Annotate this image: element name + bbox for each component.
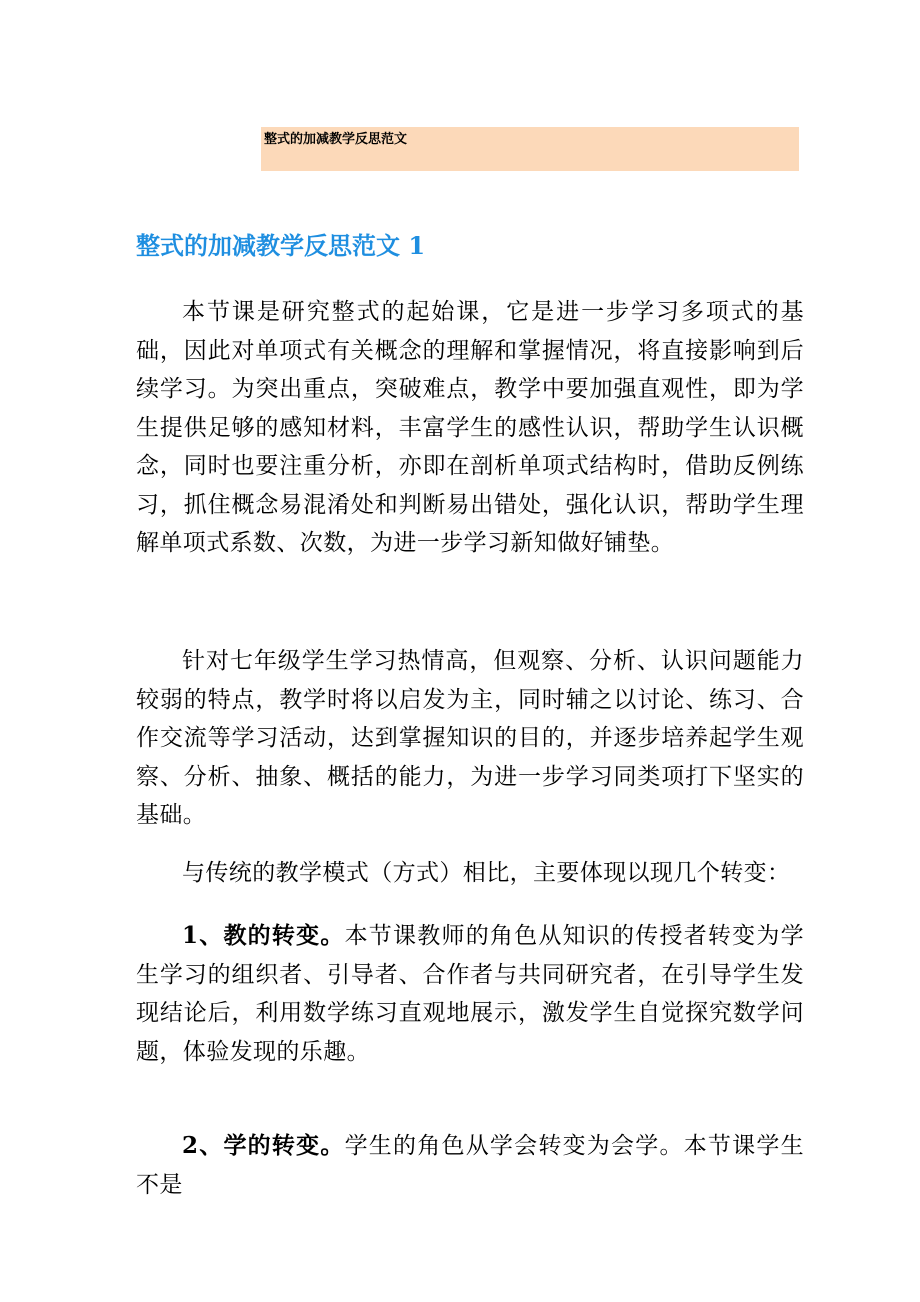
paragraph-text: 学生的角色从学会转变为会学。本节课学生不是 (136, 1133, 804, 1198)
paragraph (136, 854, 804, 893)
paragraph-lead: 1、教的转变。 (182, 922, 345, 949)
paragraph-text: 与传统的教学模式（方式）相比，主要体现以现几个转变： (182, 860, 791, 886)
paragraph-text: 本节课是研究整式的起始课，它是进一步学习多项式的基础，因此对单项式有关概念的理解和掌握情况，将直接影响到后续学习。为突出重点，突破难点，教学中要加强直观性，即为学生提供足够的感知材料，丰富学生的感性认识，帮助学生认识概念，同时也要注重分析，亦即在剖析单项式结构时，借助反例练习，抓住概念易混淆处和判断易出错处，强化认识，帮助学生理解单项式系数、次数，为进一步学习新知做好铺垫。 (136, 299, 804, 556)
header-label: 整式的加减教学反思范文 (264, 132, 408, 147)
paragraph (136, 917, 804, 1071)
paragraph (136, 642, 804, 835)
paragraph-text: 本节课教师的角色从知识的传授者转变为学生学习的组织者、引导者、合作者与共同研究者，在引导学生发现结论后，利用数学练习直观地展示，激发学生自觉探究数学问题，体验发现的乐趣。 (136, 923, 804, 1065)
paragraph (136, 1127, 804, 1204)
paragraph (136, 293, 804, 563)
paragraph-lead: 2、学的转变。 (182, 1132, 345, 1159)
document-title: 整式的加减教学反思范文 1 (136, 231, 426, 260)
paragraph-text: 针对七年级学生学习热情高，但观察、分析、认识问题能力较弱的特点，教学时将以启发为主，同时辅之以讨论、练习、合作交流等学习活动，达到掌握知识的目的，并逐步培养起学生观察、分析、抽象、概括的能力，为进一步学习同类项打下坚实的基础。 (136, 648, 804, 828)
header-band (261, 127, 799, 171)
